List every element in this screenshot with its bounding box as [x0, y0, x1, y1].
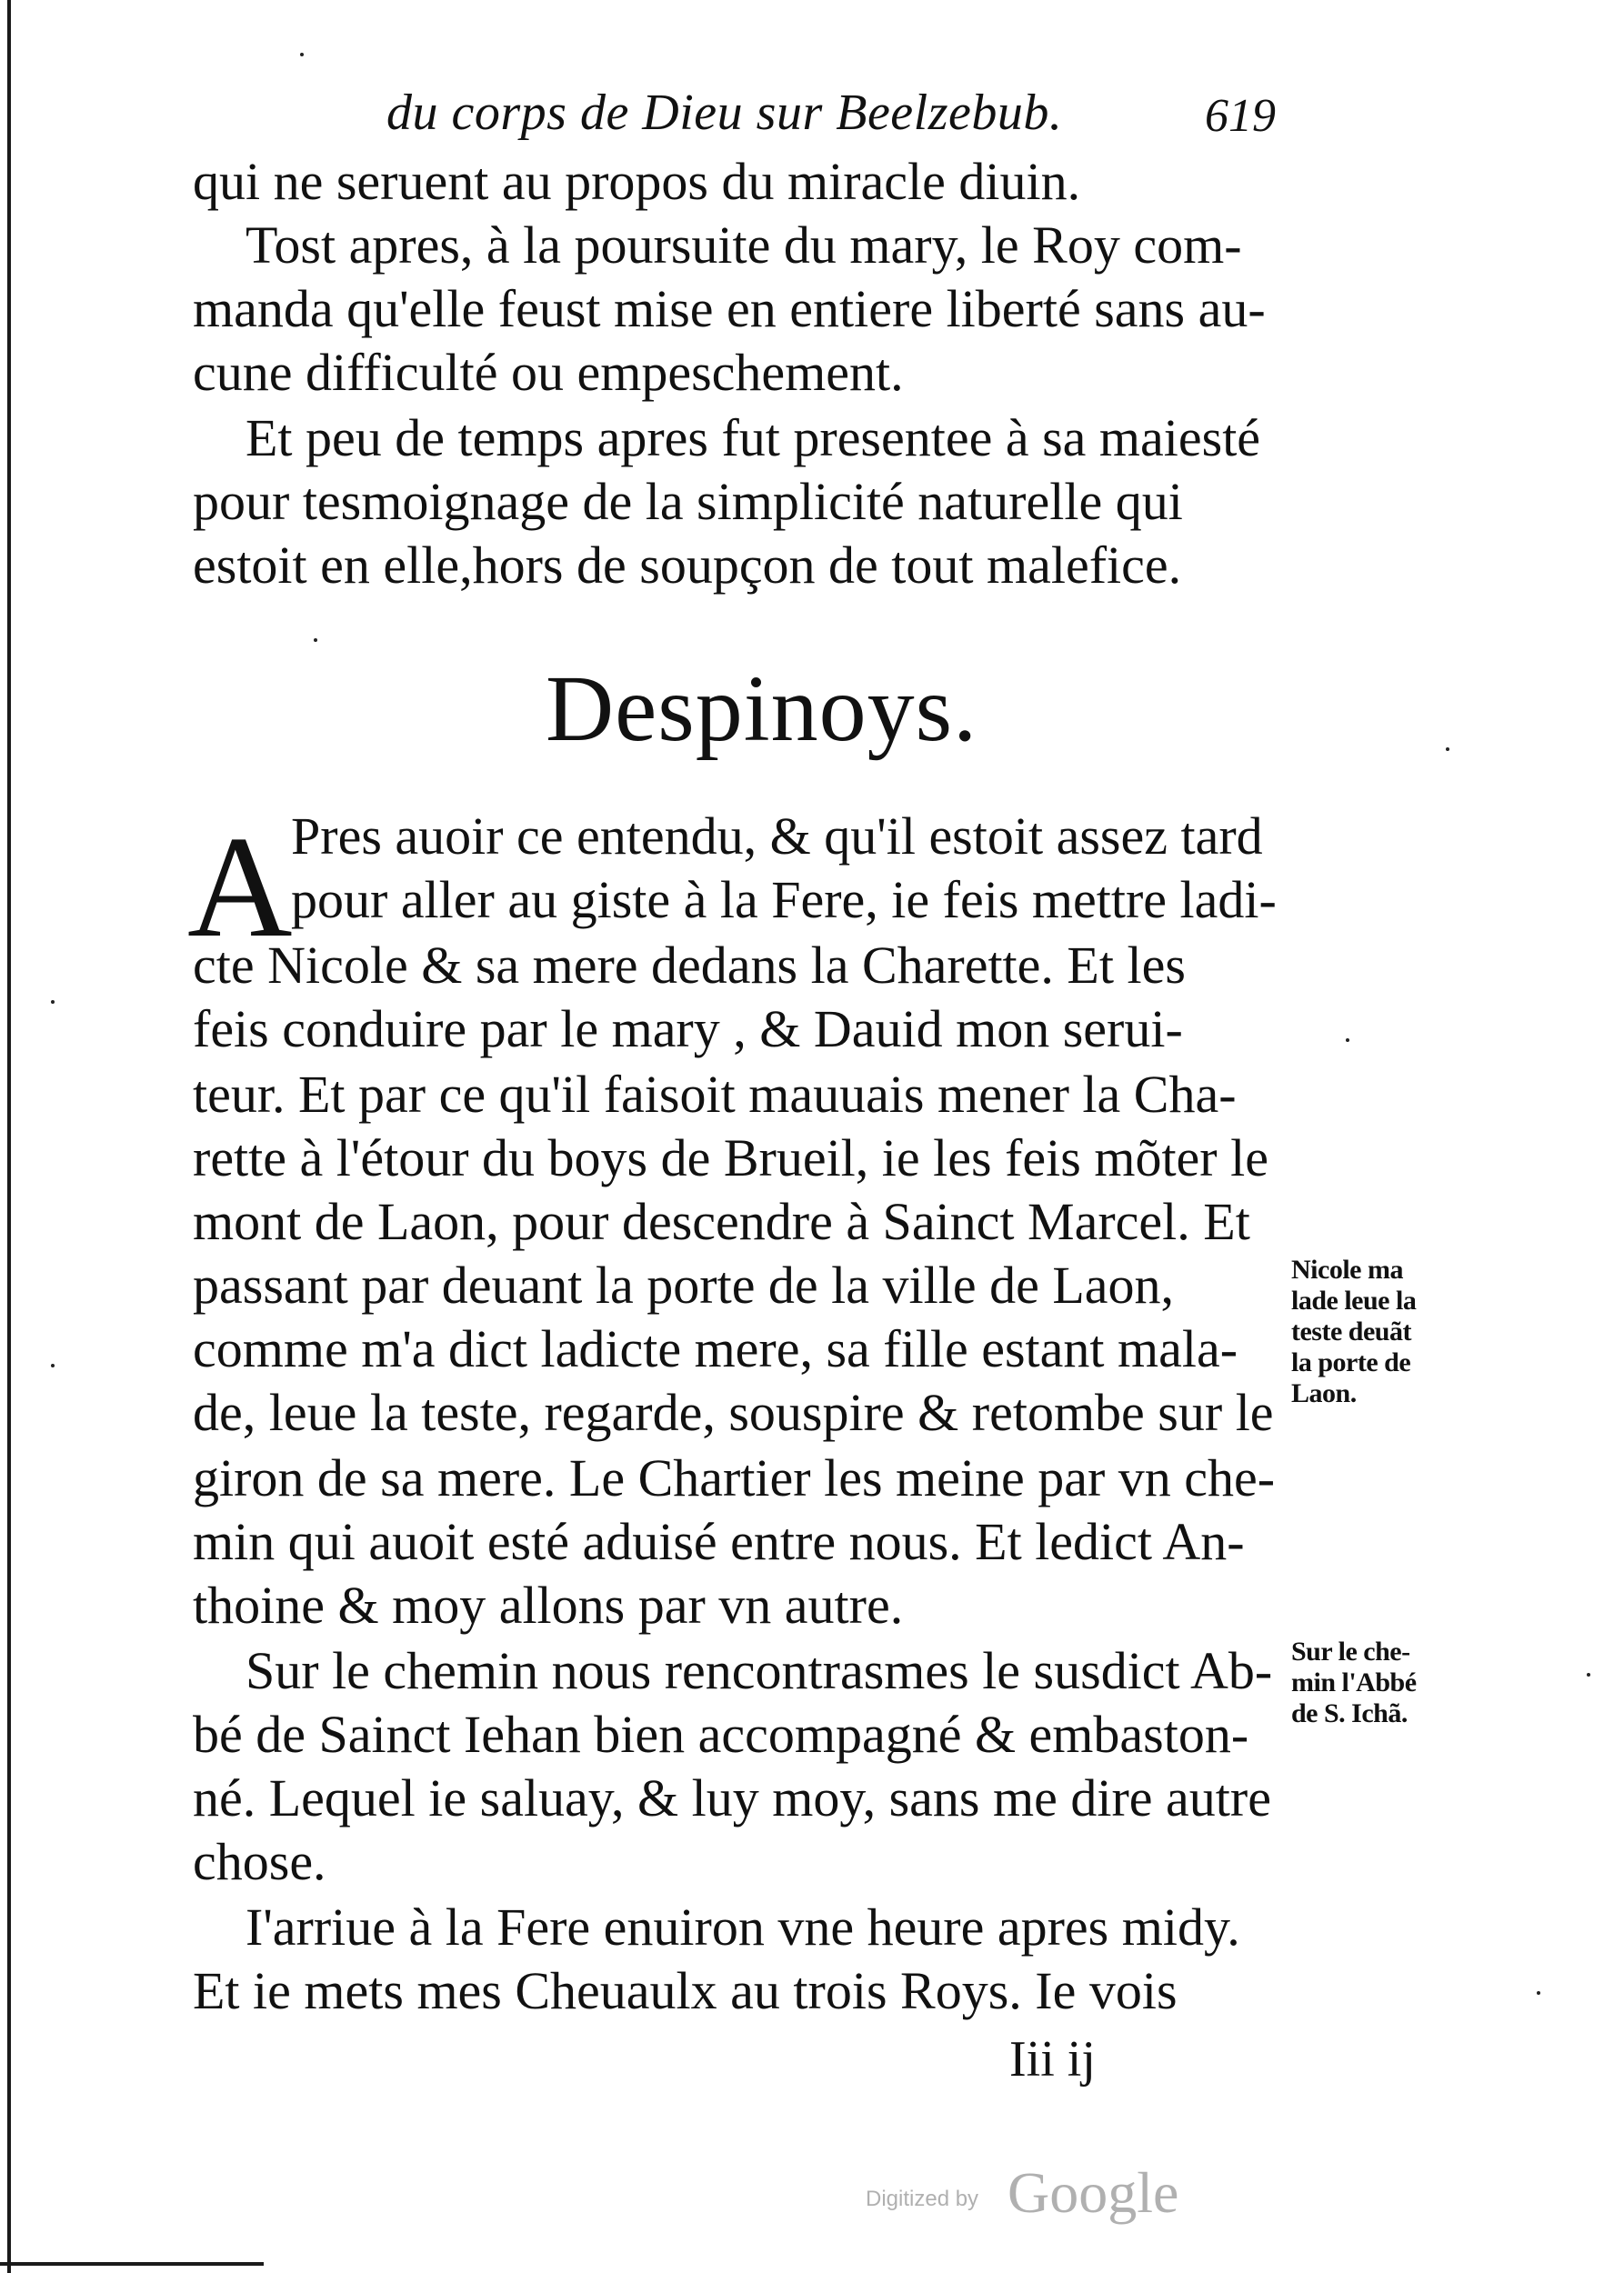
- text-line: feis conduire par le mary , & Dauid mon serui-: [193, 999, 1183, 1058]
- digitized-by-label: Digitized by: [866, 2187, 979, 2211]
- text-line: min qui auoit esté aduisé entre nous. Et ledict An-: [193, 1512, 1245, 1571]
- drop-cap: A: [187, 806, 293, 967]
- text-line: né. Lequel ie saluay, & luy moy, sans me dire autre: [193, 1768, 1271, 1827]
- scan-speck: [1587, 1673, 1590, 1677]
- google-watermark-logo: Google: [1007, 2160, 1179, 2225]
- text-line: de, leue la teste, regarde, souspire & retombe sur le: [193, 1383, 1274, 1442]
- margin-note-line: lade leue la: [1291, 1286, 1417, 1316]
- text-line: estoit en elle,hors de soupçon de tout malefice.: [193, 536, 1182, 595]
- scan-speck: [1346, 1038, 1349, 1042]
- section-heading: Despinoys.: [546, 656, 978, 761]
- text-line: pour tesmoignage de la simplicité naturelle qui: [193, 472, 1183, 531]
- scan-speck: [300, 53, 304, 56]
- text-line: cune difficulté ou empeschement.: [193, 343, 904, 402]
- text-line: I'arriue à la Fere enuiron vne heure apres midy.: [246, 1898, 1240, 1957]
- text-line: qui ne seruent au propos du miracle diuin.: [193, 152, 1081, 211]
- page-edge-shadow: [7, 0, 11, 2273]
- running-title: du corps de Dieu sur Beelzebub.: [386, 85, 1063, 141]
- scan-speck: [51, 1000, 55, 1004]
- margin-note-line: teste deuãt: [1291, 1317, 1411, 1347]
- text-line: teur. Et par ce qu'il faisoit mauuais mener la Cha-: [193, 1065, 1237, 1124]
- text-line: comme m'a dict ladicte mere, sa fille estant mala-: [193, 1319, 1238, 1378]
- page-bottom-edge: [0, 2262, 264, 2266]
- text-line: Et peu de temps apres fut presentee à sa maiesté: [246, 408, 1261, 467]
- margin-note-line: Laon.: [1291, 1378, 1357, 1408]
- text-line: thoine & moy allons par vn autre.: [193, 1576, 904, 1635]
- text-line: Et ie mets mes Cheuaulx au trois Roys. Ie vois: [193, 1961, 1178, 2020]
- scan-speck: [51, 1364, 55, 1367]
- catchword: Iii ij: [1009, 2031, 1096, 2088]
- text-line: cte Nicole & sa mere dedans la Charette. Et les: [193, 936, 1186, 995]
- text-line: mont de Laon, pour descendre à Sainct Marcel. Et: [193, 1192, 1250, 1251]
- text-line: bé de Sainct Iehan bien accompagné & embaston-: [193, 1705, 1249, 1764]
- text-line: Pres auoir ce entendu, & qu'il estoit assez tard: [291, 806, 1263, 866]
- text-line: chose.: [193, 1832, 326, 1891]
- text-line: giron de sa mere. Le Chartier les meine par vn che-: [193, 1448, 1276, 1507]
- margin-note-line: Sur le che-: [1291, 1637, 1410, 1667]
- text-line: passant par deuant la porte de la ville de Laon,: [193, 1256, 1175, 1315]
- scan-speck: [1446, 747, 1449, 751]
- scan-speck: [314, 638, 317, 642]
- page-number: 619: [1205, 90, 1276, 142]
- text-line: rette à l'étour du boys de Brueil, ie les feis mõter le: [193, 1128, 1268, 1187]
- margin-note-line: de S. Ichã.: [1291, 1698, 1408, 1728]
- margin-note-line: Nicole ma: [1291, 1255, 1403, 1285]
- margin-note-line: min l'Abbé: [1291, 1667, 1417, 1697]
- text-line: Tost apres, à la poursuite du mary, le Roy com-: [246, 215, 1242, 275]
- text-line: Sur le chemin nous rencontrasmes le susdict Ab-: [246, 1641, 1273, 1700]
- scan-speck: [1537, 1991, 1540, 1995]
- text-line: pour aller au giste à la Fere, ie feis mettre ladi-: [291, 870, 1277, 929]
- text-line: manda qu'elle feust mise en entiere liberté sans au-: [193, 279, 1266, 338]
- margin-note-line: la porte de: [1291, 1347, 1411, 1377]
